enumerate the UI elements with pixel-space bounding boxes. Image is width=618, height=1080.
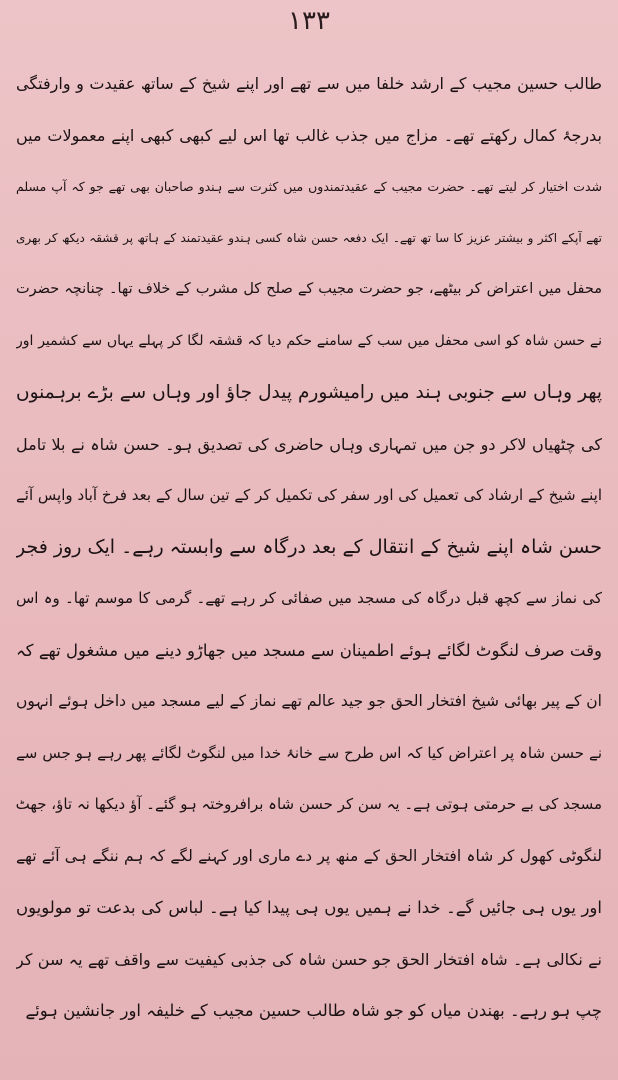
text-line: شدت اختیار کر لیتے تھے۔ حضرت مجیب کے عقیدتمندوں میں کثرت سے ہندو صاحبان بھی تھے جو کہ آپ مسلم bbox=[16, 179, 602, 194]
text-line: نے حسن شاہ پر اعتراض کیا کہ اس طرح سے خانۂ خدا میں لنگوٹ لگائے پھر رہے ہو جس سے bbox=[16, 743, 602, 762]
text-line: کی چٹھیاں لاکر دو جن میں تمہاری وہاں حاضری کی تصدیق ہو۔ حسن شاہ نے بلا تامل bbox=[16, 434, 602, 454]
text-line: بدرجۂ کمال رکھتے تھے۔ مزاج میں جذب غالب تھا اس لیے کبھی کبھی اپنے معمولات میں bbox=[16, 125, 602, 145]
page-number: ۱۳۳ bbox=[288, 6, 330, 36]
text-line: محفل میں اعتراض کر بیٹھے، جو حضرت مجیب کے صلح کل مشرب کے خلاف تھا۔ چنانچہ حضرت bbox=[16, 281, 602, 297]
text-line: لنگوٹی کھول کر شاہ افتخار الحق کے منھ پر دے ماری اور کہنے لگے کہ ہم ننگے ہی آئے تھے bbox=[16, 846, 602, 865]
text-line: تھے آپکے اکثر و بیشتر عزیز کا سا تھ تھے۔ ایک دفعہ حسن شاہ کسی ہندو عقیدتمند کے ہاتھ پر قشقہ دیکھ کر بھری bbox=[16, 230, 602, 245]
text-line: مسجد کی بے حرمتی ہوتی ہے۔ یہ سن کر حسن شاہ برافروختہ ہو گئے۔ آؤ دیکھا نہ تاؤ، جھٹ bbox=[16, 795, 602, 813]
text-line: نے نکالی ہے۔ شاہ افتخار الحق جو حسن شاہ کی جذبی کیفیت سے واقف تھے یہ سن کر bbox=[16, 949, 602, 969]
text-line: چپ ہو رہے۔ بھندن میاں کو جو شاہ طالب حسین مجیب کے خلیفہ اور جانشین ہوئے bbox=[25, 1001, 602, 1020]
text-line: کی نماز سے کچھ قبل درگاہ کی مسجد میں صفائی کر رہے تھے۔ گرمی کا موسم تھا۔ وہ اس bbox=[16, 589, 602, 607]
text-line: طالب حسین مجیب کے ارشد خلفا میں سے تھے اور اپنے شیخ کے ساتھ عقیدت و وارفتگی bbox=[16, 74, 602, 93]
text-line: اور یوں ہی جائیں گے۔ خدا نے ہمیں یوں ہی پیدا کیا ہے۔ لباس کی بدعت تو مولویوں bbox=[16, 898, 602, 917]
text-line: ان کے پیر بھائی شیخ افتخار الحق جو جید عالم تھے نماز کے لیے مسجد میں داخل ہوئے انہوں bbox=[16, 692, 602, 710]
text-line: نے حسن شاہ کو اسی محفل میں سب کے سامنے حکم دیا کہ قشقہ لگا کر پہلے یہاں سے کشمیر اور bbox=[16, 332, 602, 349]
text-line: پھر وہاں سے جنوبی ہند میں رامیشورم پیدل جاؤ اور وہاں سے بڑے برہمنوں bbox=[16, 382, 602, 403]
text-line: اپنے شیخ کے ارشاد کی تعمیل کی اور سفر کی تکمیل کر کے تین سال کے بعد فرخ آباد واپس آئے bbox=[16, 486, 602, 504]
text-line: وقت صرف لنگوٹ لگائے ہوئے اطمینان سے مسجد میں جھاڑو دینے میں مشغول تھے کہ bbox=[16, 640, 602, 660]
text-body bbox=[16, 58, 602, 1037]
text-line: حسن شاہ اپنے شیخ کے انتقال کے بعد درگاہ سے وابستہ رہے۔ ایک روز فجر bbox=[16, 535, 602, 558]
